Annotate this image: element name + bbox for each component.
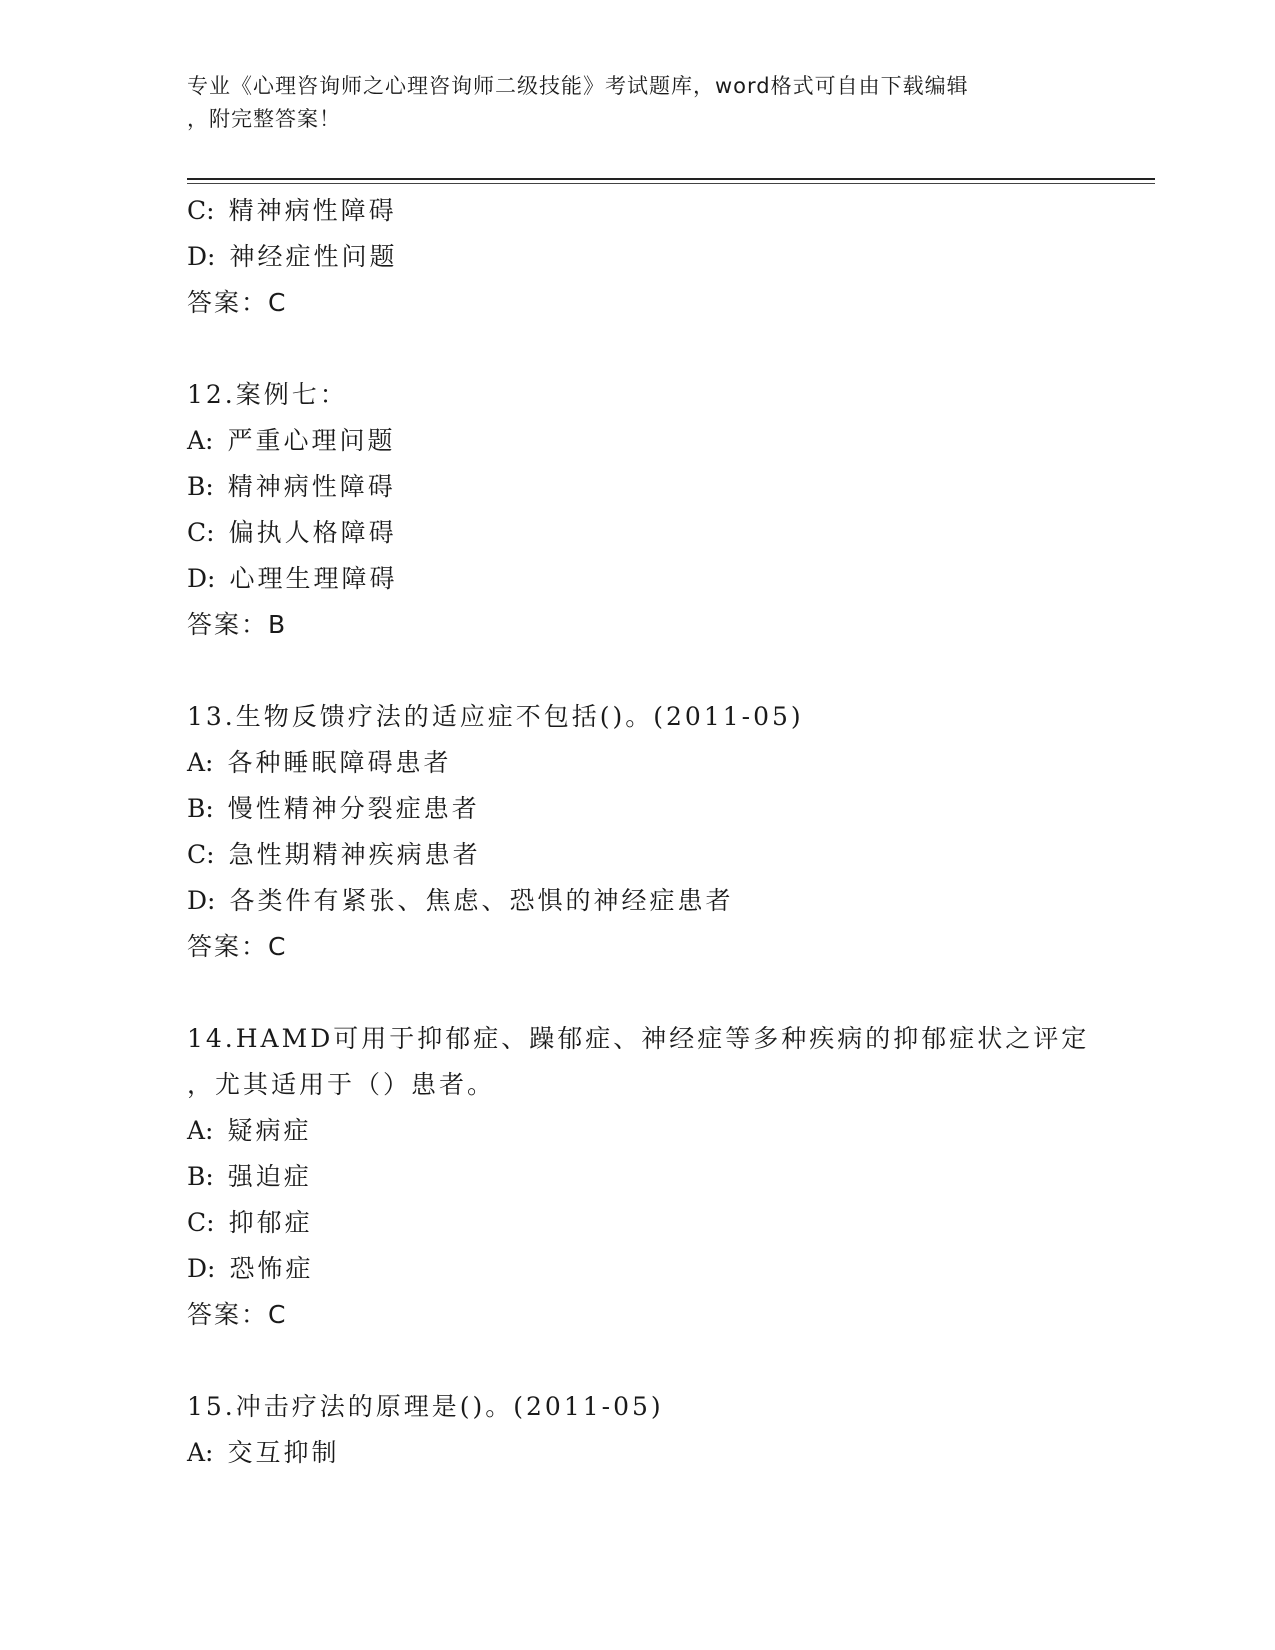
question-block-15 [187,1384,1155,1476]
option-d: D: 心理生理障碍 [187,564,398,593]
option-a: A: 交互抑制 [187,1438,340,1467]
option-a: A: 各种睡眠障碍患者 [187,748,452,777]
question-stem: 12.案例七： [187,380,348,409]
question-stem-line-2: ，尤其适用于（）患者。 [187,1070,496,1099]
answer-line: 答案：C [187,1300,288,1329]
question-stem: 15.冲击疗法的原理是()。(2011-05) [187,1392,664,1421]
option-b: B: 精神病性障碍 [187,472,396,501]
question-block-14 [187,1016,1155,1338]
option-a: A: 疑病症 [187,1116,312,1145]
answer-line: 答案：C [187,932,288,961]
option-a: A: 严重心理问题 [187,426,396,455]
header-line-2: ，附完整答案！ [187,107,341,131]
option-d: D: 各类件有紧张、焦虑、恐惧的神经症患者 [187,886,734,915]
option-d: D: 恐怖症 [187,1254,314,1283]
header-line-1: 专业《心理咨询师之心理咨询师二级技能》考试题库，word格式可自由下载编辑 [187,74,969,98]
option-c: C: 偏执人格障碍 [187,518,397,547]
answer-line: 答案：B [187,610,288,639]
question-stem: 13.生物反馈疗法的适应症不包括()。(2011-05) [187,702,804,731]
option-c: C: 急性期精神疾病患者 [187,840,481,869]
header-divider-thin [187,183,1155,184]
question-block-12 [187,372,1155,648]
option-b: B: 强迫症 [187,1162,312,1191]
document-header [187,70,1087,136]
answer-line: 答案：C [187,288,288,317]
question-list [187,188,1155,1476]
question-block-prev [187,188,1155,326]
question-block-13 [187,694,1155,970]
option-b: B: 慢性精神分裂症患者 [187,794,480,823]
option-c: C: 抑郁症 [187,1208,313,1237]
option-d: D: 神经症性问题 [187,242,398,271]
option-c: C: 精神病性障碍 [187,196,397,225]
header-divider-thick [187,178,1155,180]
question-stem-line-1: 14.HAMD可用于抑郁症、躁郁症、神经症等多种疾病的抑郁症状之评定 [187,1024,1090,1053]
